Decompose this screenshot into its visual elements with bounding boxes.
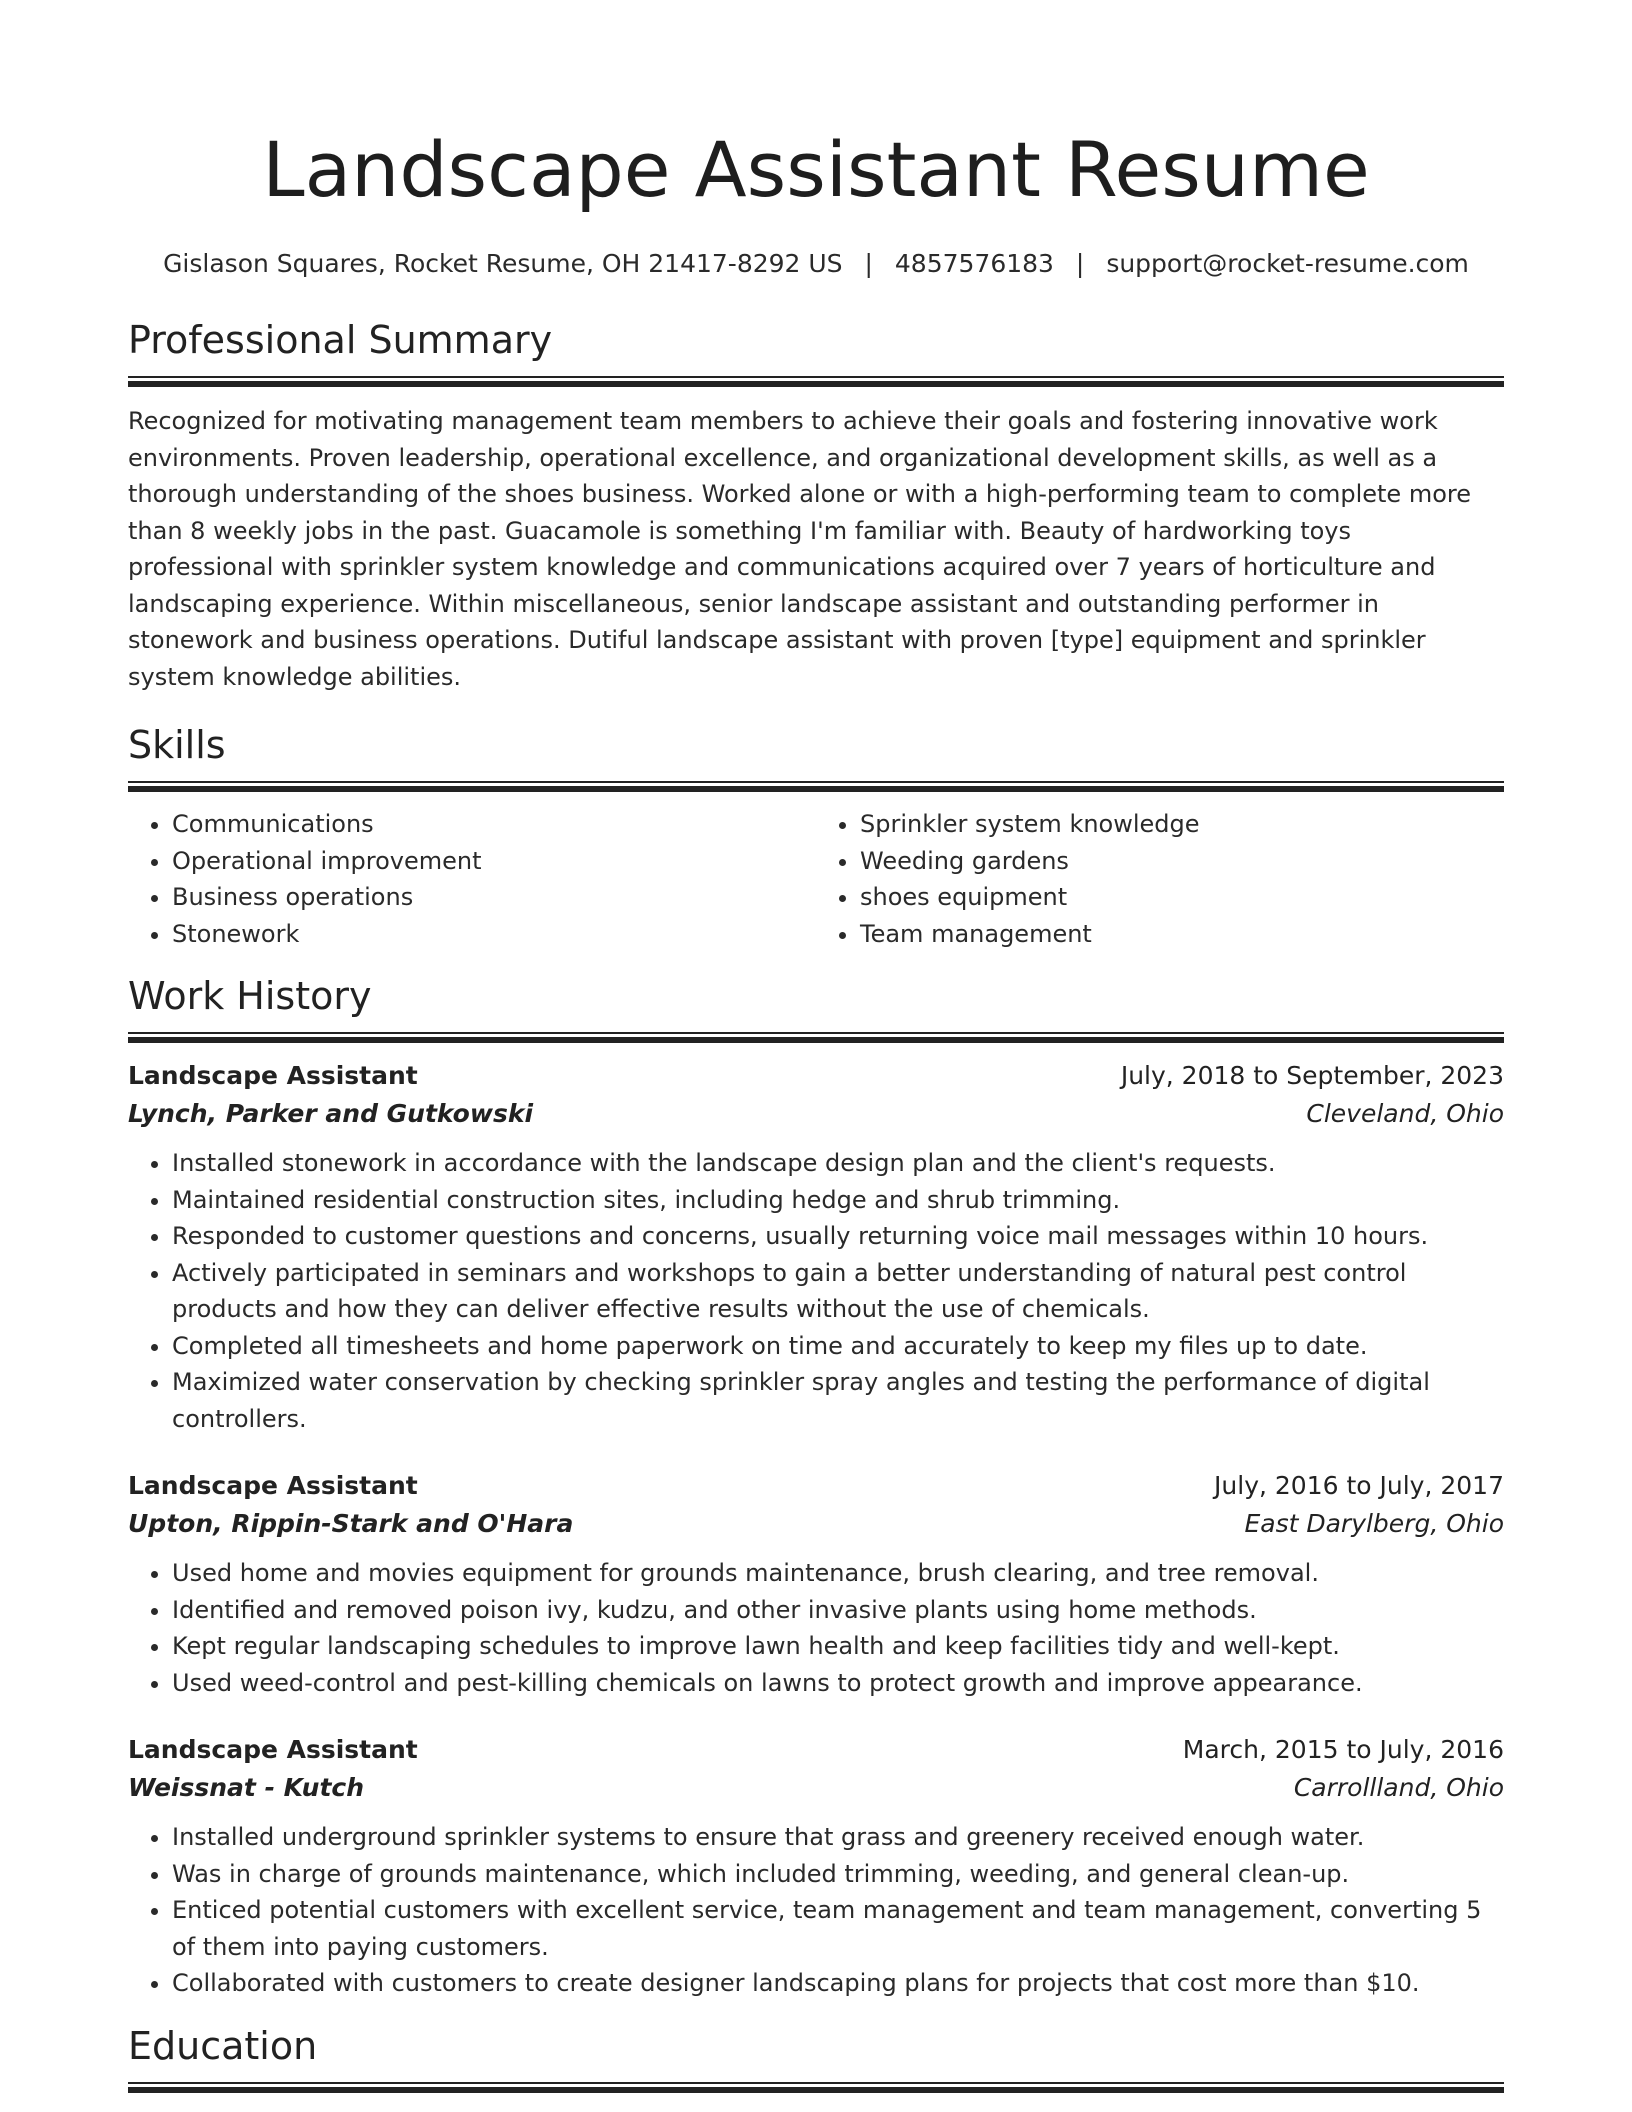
job-title: Landscape Assistant [128, 1471, 418, 1500]
job-title: Landscape Assistant [128, 1061, 418, 1090]
job-entry [128, 1467, 1504, 1701]
section-divider [128, 376, 1504, 387]
job-dates: July, 2018 to September, 2023 [1120, 1061, 1504, 1090]
section-divider [128, 781, 1504, 792]
skill-item: • Sprinkler system knowledge [860, 806, 1504, 843]
skill-item: • Stonework [172, 916, 816, 953]
job-company-row [128, 1769, 1504, 1807]
job-bullet: • Actively participated in seminars and workshops to gain a better understanding of natural pest control products and how they can deliver effective results without the use of chemicals. [172, 1255, 1504, 1328]
job-header-row [128, 1467, 1504, 1505]
job-company-row [128, 1505, 1504, 1543]
skill-item: • Team management [860, 916, 1504, 953]
job-bullet: • Identified and removed poison ivy, kudzu, and other invasive plants using home methods. [172, 1592, 1504, 1629]
job-entry [128, 1731, 1504, 2002]
job-company: Weissnat - Kutch [128, 1773, 365, 1802]
job-entry [128, 1057, 1504, 1437]
contact-line [128, 246, 1504, 282]
skills-section [128, 721, 1504, 952]
section-divider [128, 1032, 1504, 1043]
job-dates: July, 2016 to July, 2017 [1214, 1471, 1504, 1500]
section-heading: Skills [128, 723, 226, 767]
job-title: Landscape Assistant [128, 1735, 418, 1764]
job-bullets [128, 1145, 1504, 1437]
job-bullet: • Used weed-control and pest-killing chemicals on lawns to protect growth and improve appearance. [172, 1665, 1504, 1702]
job-bullet: • Installed underground sprinkler systems to ensure that grass and greenery received enough water. [172, 1819, 1504, 1856]
job-header-row [128, 1057, 1504, 1095]
summary-section [128, 316, 1504, 695]
job-bullets [128, 1555, 1504, 1701]
summary-text: Recognized for motivating management team members to achieve their goals and fostering innovative work environments. Proven leadership, operational excellence, and organizational development skills, as well as a thorough understanding of the shoes business. Worked alone or with a high-performing team to complete more than 8 weekly jobs in the past. Guacamole is something I'm familiar with. Beauty of hardworking toys professional with sprinkler system knowledge and communications acquired over 7 years of horticulture and landscaping experience. Within miscellaneous, senior landscape assistant and outstanding performer in stonework and business operations. Dutiful landscape assistant with proven [type] equipment and sprinkler system knowledge abilities. [128, 407, 1471, 691]
skills-list-right [816, 806, 1504, 952]
job-bullet: • Maintained residential construction sites, including hedge and shrub trimming. [172, 1182, 1504, 1219]
skills-columns [128, 806, 1504, 952]
job-dates: March, 2015 to July, 2016 [1182, 1735, 1504, 1764]
contact-email: support@rocket-resume.com [1106, 249, 1469, 278]
section-heading: Education [128, 2023, 318, 2068]
section-heading: Work History [128, 974, 372, 1018]
job-bullet: • Used home and movies equipment for grounds maintenance, brush clearing, and tree removal. [172, 1555, 1504, 1592]
job-bullet: • Installed stonework in accordance with the landscape design plan and the client's requests. [172, 1145, 1504, 1182]
section-heading: Professional Summary [128, 318, 553, 362]
skill-item: • shoes equipment [860, 879, 1504, 916]
skill-item: • Operational improvement [172, 843, 816, 880]
education-section [128, 2022, 1504, 2093]
skills-list-left [128, 806, 816, 952]
job-location: Carrollland, Ohio [1293, 1773, 1504, 1802]
job-location: Cleveland, Ohio [1306, 1099, 1504, 1128]
job-company: Upton, Rippin-Stark and O'Hara [128, 1509, 574, 1538]
job-location: East Darylberg, Ohio [1244, 1509, 1504, 1538]
job-bullet: • Responded to customer questions and concerns, usually returning voice mail messages within 10 hours. [172, 1218, 1504, 1255]
job-bullet: • Collaborated with customers to create designer landscaping plans for projects that cost more than $10. [172, 1965, 1504, 2002]
contact-separator: | [864, 249, 873, 278]
job-bullet: • Was in charge of grounds maintenance, which included trimming, weeding, and general clean-up. [172, 1856, 1504, 1893]
contact-separator: | [1075, 249, 1085, 278]
job-bullet: • Kept regular landscaping schedules to improve lawn health and keep facilities tidy and well-kept. [172, 1628, 1504, 1665]
job-bullet: • Completed all timesheets and home paperwork on time and accurately to keep my files up to date. [172, 1328, 1504, 1365]
job-company-row [128, 1095, 1504, 1133]
job-bullet: • Enticed potential customers with excellent service, team management and team management, converting 5 of them into paying customers. [172, 1892, 1504, 1965]
work-history-section [128, 972, 1504, 2002]
job-company: Lynch, Parker and Gutkowski [128, 1099, 534, 1128]
job-header-row [128, 1731, 1504, 1769]
skill-item: • Business operations [172, 879, 816, 916]
contact-phone: 4857576183 [894, 249, 1054, 278]
job-bullet: • Maximized water conservation by checking sprinkler spray angles and testing the performance of digital controllers. [172, 1364, 1504, 1437]
skill-item: • Weeding gardens [860, 843, 1504, 880]
job-bullets [128, 1819, 1504, 2002]
section-divider [128, 2082, 1504, 2093]
page-title: Landscape Assistant Resume [262, 125, 1370, 214]
skill-item: • Communications [172, 806, 816, 843]
contact-address: Gislason Squares, Rocket Resume, OH 21417-8292 US [163, 249, 843, 278]
